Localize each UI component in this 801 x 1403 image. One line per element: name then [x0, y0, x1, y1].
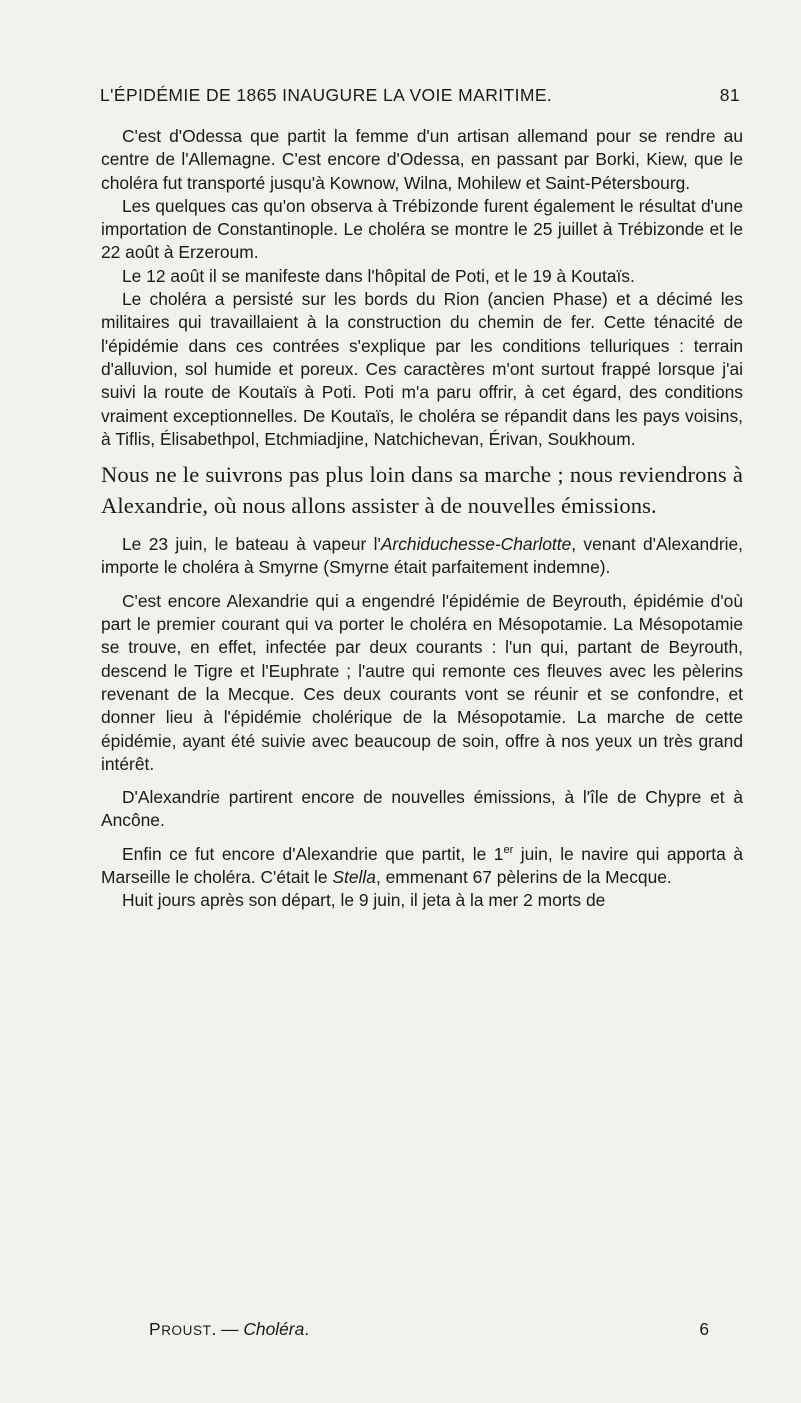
ship-name: Archiduchesse-Charlotte — [380, 534, 572, 555]
text-run: , venant d'Alexandrie, importe le choléra à Smyrne (Smyrne était parfaitement indemne). — [101, 534, 743, 578]
large-type-paragraph: Nous ne le suivrons pas plus loin dans sa marche ; nous reviendrons à Alexandrie, où nous allons assister à de nouvelles émissions. — [101, 462, 743, 518]
footer-work: Choléra — [243, 1319, 305, 1339]
signature-mark: 6 — [699, 1319, 709, 1339]
paragraph — [101, 533, 743, 580]
running-head-title: L'ÉPIDÉMIE DE 1865 INAUGURE LA VOIE MARITIME. — [100, 85, 553, 105]
paragraph: D'Alexandrie partirent encore de nouvelles émissions, à l'île de Chypre et à Ancône. — [101, 787, 743, 831]
paragraph: C'est d'Odessa que partit la femme d'un artisan allemand pour se rendre au centre de l'Allemagne. C'est encore d'Odessa, en passant par Borki, Kiew, que le choléra fut transporté jusqu'à Kownow, Wilna, Mohilew et Saint-Pétersbourg. — [101, 126, 743, 193]
running-head — [100, 85, 740, 113]
footer-separator: . — — [211, 1319, 244, 1339]
text-run: Le 23 juin, le bateau à vapeur l' — [122, 534, 381, 555]
paragraph: Huit jours après son départ, le 9 juin, il jeta à la mer 2 morts de — [122, 890, 606, 911]
paragraph: C'est encore Alexandrie qui a engendré l'épidémie de Beyrouth, épidémie d'où part le premier courant qui va porter le choléra en Mésopotamie. La Mésopotamie se trouve, en effet, infectée par deux courants : l'un qui, partant de Beyrouth, descend le Tigre et l'Euphrate ; l'autre qui remonte ces fleuves avec les pèlerins revenant de la Mecque. Ces deux courants vont se réunir et se confondre, et donner lieu à l'épidémie cholérique de la Mésopotamie. La marche de cette épidémie, ayant été suivie avec beaucoup de soin, offre à nos yeux un très grand intérêt. — [101, 590, 743, 774]
footer-author: PROUST — [149, 1319, 212, 1339]
page-number: 81 — [719, 85, 740, 105]
paragraph: Le 12 août il se manifeste dans l'hôpital de Poti, et le 19 à Koutaïs. — [122, 265, 635, 286]
paragraph: Les quelques cas qu'on observa à Trébizonde furent également le résultat d'une importation de Constantinople. Le choléra se montre le 25 juillet à Trébizonde et le 22 août à Erzeroum. — [101, 195, 743, 263]
text-run: , emmenant 67 pèlerins de la Mecque. — [375, 867, 672, 888]
footer-citation — [149, 1319, 309, 1340]
text-run: juin, le navire qui apporta à Marseille le choléra. C'était le — [101, 843, 743, 888]
paragraph — [101, 843, 743, 890]
superscript: er — [503, 843, 514, 856]
body-text — [101, 125, 743, 913]
paragraph: Le choléra a persisté sur les bords du Rion (ancien Phase) et a décimé les militaires qui travaillaient à la construction du chemin de fer. Cette ténacité de l'épidémie dans ces contrées s'explique par les conditions telluriques : terrain d'alluvion, sol humide et poreux. Ces caractères m'ont surtout frappé lorsque j'ai suivi la route de Koutaïs à Poti. Poti m'a paru offrir, à cet égard, des conditions vraiment exceptionnelles. De Koutaïs, le choléra se répandit dans les pays voisins, à Tiflis, Élisabethpol, Etchmiadjine, Natchichevan, Érivan, Soukhoum. — [101, 289, 743, 449]
text-run: Enfin ce fut encore d'Alexandrie que partit, le 1 — [122, 843, 504, 864]
ship-name: Stella — [332, 867, 376, 888]
footer-work-end: . — [304, 1319, 310, 1339]
page-footer — [149, 1319, 719, 1343]
